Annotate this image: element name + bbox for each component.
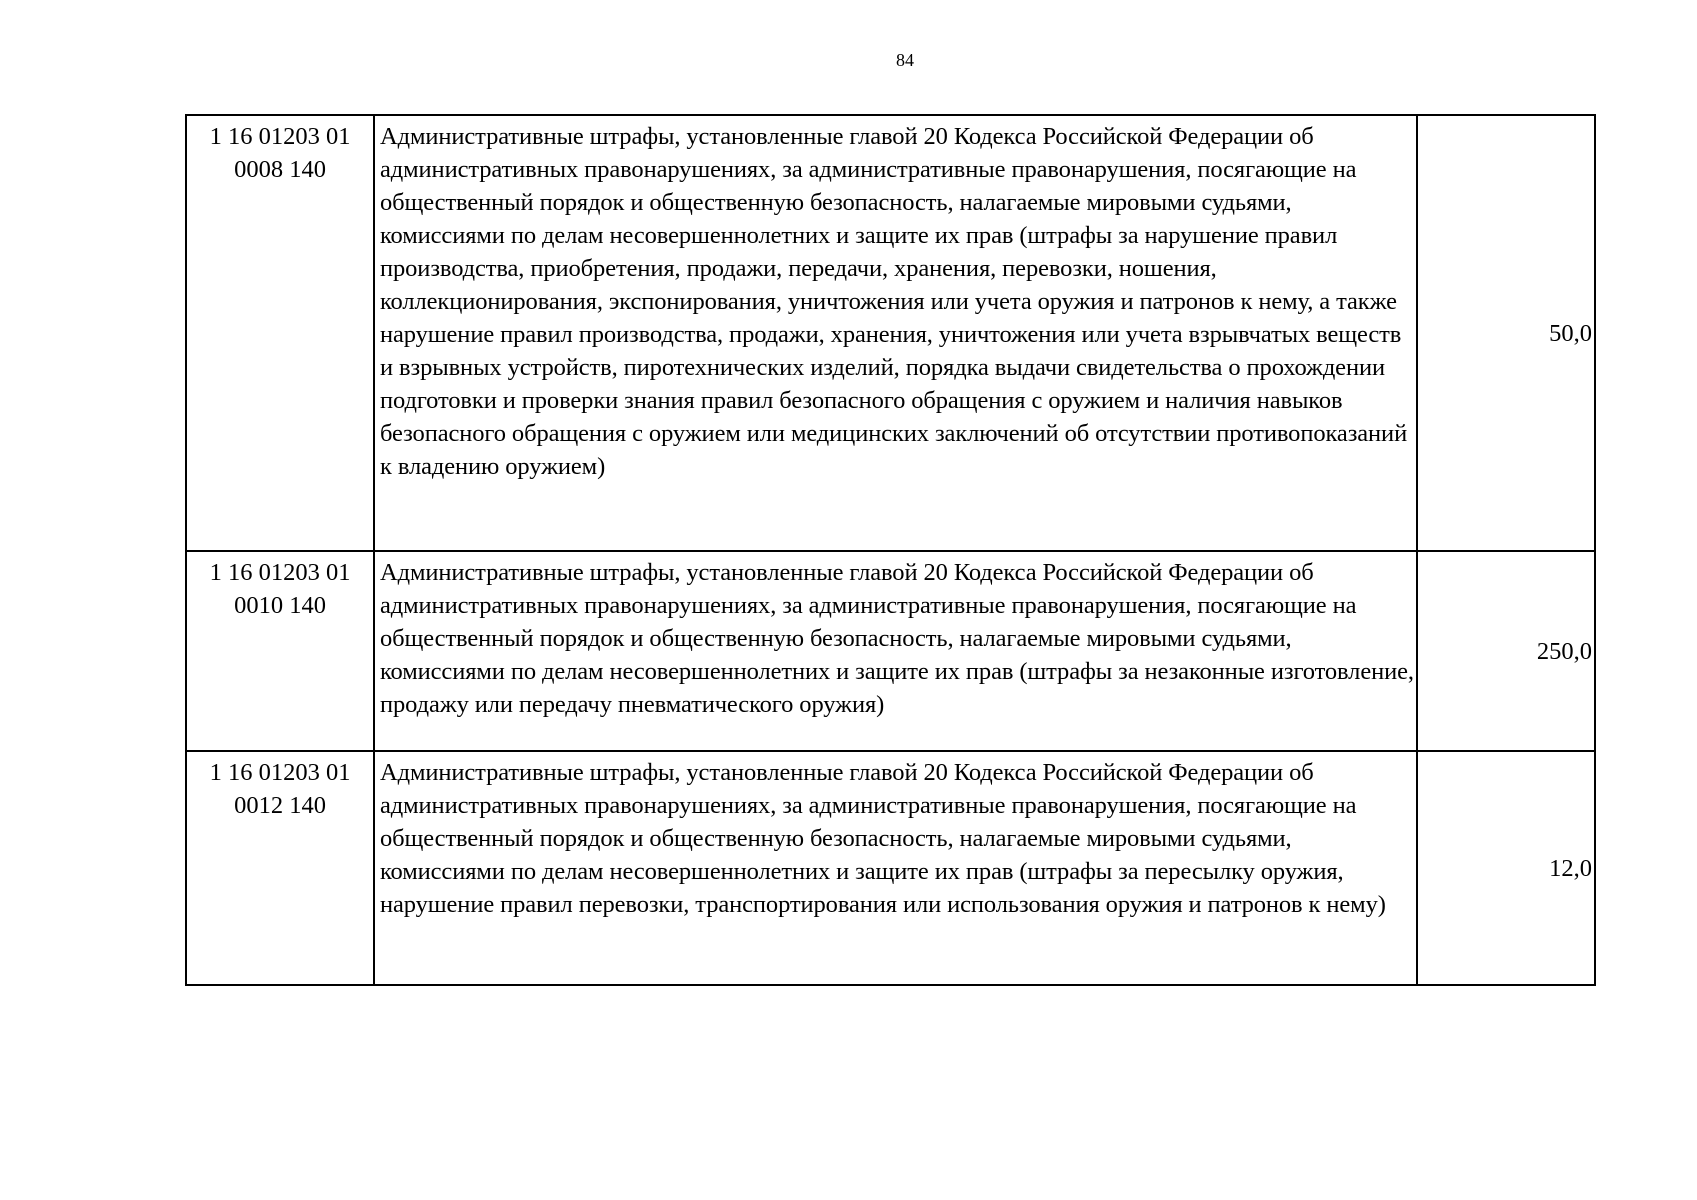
budget-code-cell <box>186 751 374 985</box>
amount-cell: 12,0 <box>1417 751 1595 985</box>
budget-code-table <box>185 114 1596 986</box>
page-number: 84 <box>896 50 914 70</box>
table-row <box>186 551 1595 751</box>
budget-code-cell <box>186 115 374 551</box>
table-row <box>186 115 1595 551</box>
amount-cell: 250,0 <box>1417 551 1595 751</box>
budget-code-cell <box>186 551 374 751</box>
budget-code-line: 1 16 01203 01 <box>209 759 351 786</box>
table-row <box>186 751 1595 985</box>
budget-code-line: 0010 140 <box>234 592 326 619</box>
amount-cell: 50,0 <box>1417 115 1595 551</box>
budget-code-line: 0012 140 <box>234 792 326 819</box>
budget-code-line: 0008 140 <box>234 156 326 183</box>
description-cell: Административные штрафы, установленные главой 20 Кодекса Российской Федерации об административных правонарушениях, за административные правонарушения, посягающие на общественный порядок и общественную безопасность, налагаемые мировыми судьями, комиссиями по делам несовершеннолетних и защите их прав (штрафы за пересылку оружия, нарушение правил перевозки, транспортирования или использования оружия и патронов к нему) <box>374 751 1417 985</box>
budget-code-line: 1 16 01203 01 <box>209 559 351 586</box>
description-cell: Административные штрафы, установленные главой 20 Кодекса Российской Федерации об административных правонарушениях, за административные правонарушения, посягающие на общественный порядок и общественную безопасность, налагаемые мировыми судьями, комиссиями по делам несовершеннолетних и защите их прав (штрафы за незаконные изготовление, продажу или передачу пневматического оружия) <box>374 551 1417 751</box>
description-cell: Административные штрафы, установленные главой 20 Кодекса Российской Федерации об административных правонарушениях, за административные правонарушения, посягающие на общественный порядок и общественную безопасность, налагаемые мировыми судьями, комиссиями по делам несовершеннолетних и защите их прав (штрафы за нарушение правил производства, приобретения, продажи, передачи, хранения, перевозки, ношения, коллекционирования, экспонирования, уничтожения или учета оружия и патронов к нему, а также нарушение правил производства, продажи, хранения, уничтожения или учета взрывчатых веществ и взрывных устройств, пиротехнических изделий, порядка выдачи свидетельства о прохождении подготовки и проверки знания правил безопасного обращения с оружием и наличия навыков безопасного обращения с оружием или медицинских заключений об отсутствии противопоказаний к владению оружием) <box>374 115 1417 551</box>
budget-code-line: 1 16 01203 01 <box>209 123 351 150</box>
